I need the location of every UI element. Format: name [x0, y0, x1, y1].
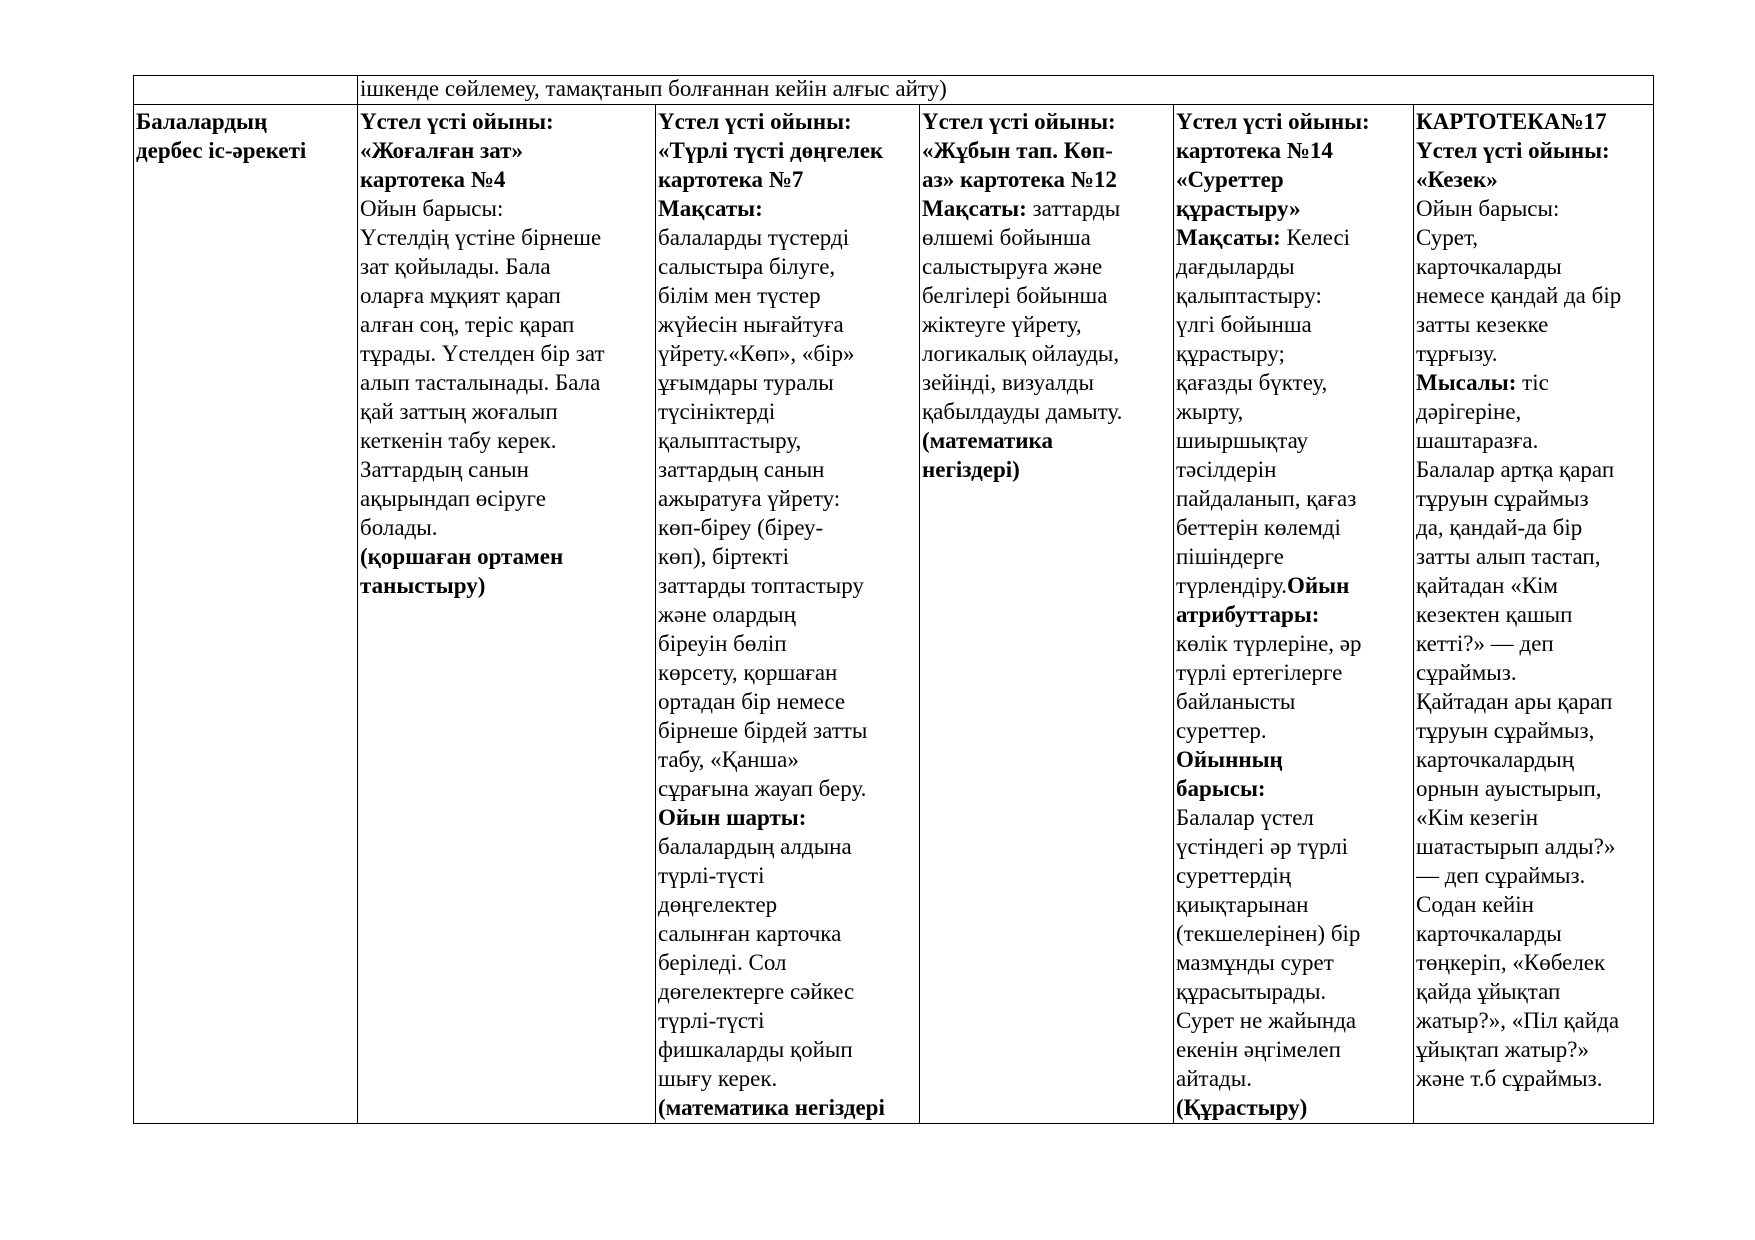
text-line: [1176, 107, 1411, 136]
text-run: кезектен қашып: [1416, 602, 1573, 627]
text-line: «Жоғалған зат»: [360, 138, 523, 163]
text-line: [922, 455, 1171, 484]
bold-text-run: барысы:: [1176, 776, 1266, 801]
text-line: және олардың: [658, 602, 796, 627]
text-line: [1416, 774, 1651, 803]
text-run: зейінді, визуалды: [922, 370, 1094, 395]
activity-label-cell: [134, 105, 358, 1124]
text-run: шиыршықтау: [1176, 428, 1309, 453]
bold-text-run: картотека №14: [1176, 138, 1333, 163]
text-line: Балалардың: [136, 109, 268, 134]
text-line: [1176, 252, 1411, 281]
text-line: [1416, 948, 1651, 977]
text-line: көрсету, қоршаған: [658, 660, 838, 685]
text-line: [1416, 1064, 1651, 1093]
text-run: Сурет,: [1416, 225, 1479, 250]
text-line: Мақсаты:: [658, 196, 763, 221]
text-line: [1176, 339, 1411, 368]
text-line: фишкаларды қойып: [658, 1037, 853, 1062]
bold-text-run: Үстел үсті ойыны:: [1416, 138, 1610, 163]
text-line: картотека №7: [658, 167, 804, 192]
text-run: тіс: [1516, 370, 1549, 395]
text-run: Содан кейін: [1416, 892, 1534, 917]
text-line: балалардың алдына: [658, 834, 852, 859]
text-run: беттерін көлемді: [1176, 515, 1341, 540]
table-row-independent-activity: [134, 105, 1654, 1124]
text-line: біреуін бөліп: [658, 631, 787, 656]
text-line: [1176, 687, 1411, 716]
bold-text-run: КАРТОТЕКА№17: [1416, 109, 1607, 134]
bold-text-run: Үстел үсті ойыны:: [1176, 109, 1370, 134]
text-run: қағазды бүктеу,: [1176, 370, 1328, 395]
text-line: (математика негіздері: [658, 1095, 885, 1120]
text-run: затты кезекке: [1416, 312, 1549, 337]
text-line: [1416, 194, 1651, 223]
bold-text-run: Ойынның: [1176, 747, 1283, 772]
text-line: [1176, 745, 1411, 774]
text-line: ортадан бір немесе: [658, 689, 846, 714]
text-line: табу, «Қанша»: [658, 747, 799, 772]
bold-text-run: Мақсаты:: [1176, 225, 1281, 250]
text-line: алып тасталынады. Бала: [360, 370, 601, 395]
text-line: [1416, 397, 1651, 426]
text-run: дәрігеріне,: [1416, 399, 1522, 424]
text-run: тұруын сұраймыз,: [1416, 718, 1595, 743]
text-line: [1176, 484, 1411, 513]
text-line: [1176, 774, 1411, 803]
text-run: қайда ұйықтап: [1416, 979, 1561, 1004]
text-run: түрлендіру.: [1176, 573, 1287, 598]
text-line: [1416, 571, 1651, 600]
text-run: қабылдауды дамыту.: [922, 399, 1123, 424]
text-line: [1416, 629, 1651, 658]
bold-text-run: «Суреттер: [1176, 167, 1284, 192]
text-line: заттарды топтастыру: [658, 573, 864, 598]
text-line: [1176, 861, 1411, 890]
text-run: мазмұнды сурет: [1176, 950, 1334, 975]
text-line: [1176, 513, 1411, 542]
text-line: түрлі-түсті: [658, 1008, 765, 1033]
text-line: білім мен түстер: [658, 283, 821, 308]
text-line: [1176, 948, 1411, 977]
text-run: түрлі ертегілерге: [1176, 660, 1343, 685]
text-line: [1416, 832, 1651, 861]
text-run: ұйықтап жатыр?»: [1416, 1037, 1589, 1062]
text-run: немесе қандай да бір: [1416, 283, 1622, 308]
text-run: жатыр?», «Піл қайда: [1416, 1008, 1620, 1033]
text-line: (қоршаған ортамен: [360, 544, 564, 569]
text-line: [1416, 252, 1651, 281]
text-line: [922, 397, 1171, 426]
text-run: және т.б сұраймыз.: [1416, 1066, 1603, 1091]
text-line: [1416, 861, 1651, 890]
text-line: [1176, 1006, 1411, 1035]
text-run: — деп сұраймыз.: [1416, 863, 1586, 888]
game-card-4-cell: [358, 105, 656, 1124]
bold-text-run: «Кезек»: [1416, 167, 1498, 192]
text-line: сұрағына жауап беру.: [658, 776, 867, 801]
text-line: түсініктерді: [658, 399, 776, 424]
text-run: заттарды: [1026, 196, 1121, 221]
text-run: карточкалардың: [1416, 747, 1575, 772]
text-line: [1176, 368, 1411, 397]
text-line: беріледі. Сол: [658, 950, 787, 975]
text-run: құрасытырады.: [1176, 979, 1327, 1004]
text-line: [922, 165, 1171, 194]
bold-text-run: Мақсаты:: [922, 196, 1027, 221]
text-line: [1416, 513, 1651, 542]
text-line: [922, 281, 1171, 310]
text-line: [1416, 281, 1651, 310]
text-line: [922, 194, 1171, 223]
text-line: [1416, 455, 1651, 484]
game-card-7-cell: [656, 105, 920, 1124]
text-line: Ойын барысы:: [360, 196, 504, 221]
text-run: (текшелерінен) бір: [1176, 921, 1361, 946]
text-line: болады.: [360, 515, 438, 540]
text-line: Заттардың санын: [360, 457, 529, 482]
text-line: [1416, 890, 1651, 919]
text-line: [1416, 542, 1651, 571]
text-line: «Түрлі түсті дөңгелек: [658, 138, 884, 163]
text-line: [1176, 919, 1411, 948]
text-line: тұрады. Үстелден бір зат: [360, 341, 605, 366]
text-line: [1416, 107, 1651, 136]
text-line: түрлі-түсті: [658, 863, 765, 888]
text-line: үйрету.«Көп», «бір»: [658, 341, 855, 366]
text-line: [1176, 890, 1411, 919]
text-line: [1176, 281, 1411, 310]
text-run: тәсілдерін: [1176, 457, 1277, 482]
text-run: логикалық ойлауды,: [922, 341, 1120, 366]
text-line: [1416, 687, 1651, 716]
text-run: Балалар үстел: [1176, 805, 1314, 830]
text-run: карточкаларды: [1416, 254, 1562, 279]
bold-text-run: Мысалы:: [1416, 370, 1517, 395]
text-run: қалыптастыру:: [1176, 283, 1322, 308]
text-line: [922, 339, 1171, 368]
text-line: [1416, 339, 1651, 368]
bold-text-run: (Құрастыру): [1176, 1095, 1308, 1120]
text-line: бірнеше бірдей затты: [658, 718, 868, 743]
text-line: [1176, 542, 1411, 571]
text-line: [1176, 455, 1411, 484]
text-line: [1176, 629, 1411, 658]
text-line: [1416, 600, 1651, 629]
text-line: [1416, 310, 1651, 339]
text-line: [922, 252, 1171, 281]
text-line: [1176, 658, 1411, 687]
text-line: балаларды түстерді: [658, 225, 850, 250]
bold-text-run: (математика: [922, 428, 1053, 453]
text-run: өлшемі бойынша: [922, 225, 1091, 250]
text-line: заттардың санын: [658, 457, 825, 482]
text-run: тұрғызу.: [1416, 341, 1498, 366]
text-run: Ойын барысы:: [1416, 196, 1560, 221]
text-run: Балалар артқа қарап: [1416, 457, 1615, 482]
text-run: шаштаразға.: [1416, 428, 1539, 453]
text-line: [1176, 136, 1411, 165]
text-run: салыстыруға және: [922, 254, 1103, 279]
text-line: [1416, 484, 1651, 513]
text-run: суреттер.: [1176, 718, 1267, 743]
text-line: көп), біртекті: [658, 544, 790, 569]
text-run: құрастыру;: [1176, 341, 1285, 366]
text-line: кеткенін табу керек.: [360, 428, 557, 453]
text-line: [1176, 832, 1411, 861]
text-line: қалыптастыру,: [658, 428, 802, 453]
text-run: Келесі: [1280, 225, 1351, 250]
text-line: Үстел үсті ойыны:: [658, 109, 852, 134]
text-line: [1176, 1093, 1411, 1122]
text-line: [1416, 803, 1651, 832]
text-line: Ойын шарты:: [658, 805, 807, 830]
text-run: көлік түрлеріне, әр: [1176, 631, 1362, 656]
text-line: [1176, 165, 1411, 194]
text-line: Үстел үсті ойыны:: [360, 109, 554, 134]
text-run: қайтадан «Кім: [1416, 573, 1558, 598]
text-line: [1416, 136, 1651, 165]
game-card-12-cell: [920, 105, 1174, 1124]
text-line: [1416, 165, 1651, 194]
text-line: Үстелдің үстіне бірнеше: [360, 225, 602, 250]
text-line: [1416, 977, 1651, 1006]
text-run: пішіндерге: [1176, 544, 1284, 569]
text-run: сұраймыз.: [1416, 660, 1517, 685]
text-line: [1176, 310, 1411, 339]
text-run: кетті?» — деп: [1416, 631, 1554, 656]
text-line: дербес іс-әрекеті: [136, 138, 307, 163]
text-run: жырту,: [1176, 399, 1244, 424]
text-line: [1176, 803, 1411, 832]
text-run: «Кім кезегін: [1416, 805, 1539, 830]
text-run: айтады.: [1176, 1066, 1252, 1091]
text-line: салынған карточка: [658, 921, 842, 946]
table-row-continuation: [134, 76, 1654, 105]
text-run: белгілері бойынша: [922, 283, 1108, 308]
row1-label-cell: [134, 76, 358, 105]
text-line: ақырындап өсіруге: [360, 486, 546, 511]
bold-text-run: құрастыру»: [1176, 196, 1301, 221]
text-run: қиықтарынан: [1176, 892, 1309, 917]
text-line: дөңгелектер: [658, 892, 778, 917]
text-line: [1176, 223, 1411, 252]
text-run: дағдыларды: [1176, 254, 1295, 279]
text-run: карточкаларды: [1416, 921, 1562, 946]
text-line: [922, 310, 1171, 339]
text-line: көп-біреу (біреу-: [658, 515, 824, 540]
bold-text-run: атрибуттары:: [1176, 602, 1320, 627]
text-run: үлгі бойынша: [1176, 312, 1312, 337]
text-line: шығу керек.: [658, 1066, 778, 1091]
text-line: [922, 368, 1171, 397]
text-run: екенін әңгімелеп: [1176, 1037, 1341, 1062]
game-card-17-cell: [1414, 105, 1654, 1124]
text-line: [1416, 426, 1651, 455]
bold-text-run: аз» картотека №12: [922, 167, 1117, 192]
text-line: [1176, 977, 1411, 1006]
text-line: ұғымдары туралы: [658, 370, 834, 395]
text-line: [922, 426, 1171, 455]
text-line: [1176, 194, 1411, 223]
text-line: жүйесін нығайтуға: [658, 312, 844, 337]
text-line: [922, 107, 1171, 136]
text-run: Сурет не жайында: [1176, 1008, 1357, 1033]
text-run: байланысты: [1176, 689, 1296, 714]
text-run: пайдаланып, қағаз: [1176, 486, 1357, 511]
text-run: үстіндегі әр түрлі: [1176, 834, 1349, 859]
bold-text-run: негіздері): [922, 457, 1020, 482]
text-line: [922, 223, 1171, 252]
text-run: төңкеріп, «Көбелек: [1416, 950, 1606, 975]
text-line: зат қойылады. Бала: [360, 254, 551, 279]
text-line: картотека №4: [360, 167, 506, 192]
text-run: Қайтадан ары қарап: [1416, 689, 1613, 714]
text-line: [1416, 919, 1651, 948]
text-line: [1416, 1006, 1651, 1035]
text-line: ажыратуға үйрету:: [658, 486, 841, 511]
text-line: [1176, 600, 1411, 629]
text-run: жіктеуге үйрету,: [922, 312, 1082, 337]
bold-text-run: Ойын: [1286, 573, 1350, 598]
text-line: таныстыру): [360, 573, 486, 598]
text-line: [1416, 658, 1651, 687]
text-run: тұруын сұраймыз: [1416, 486, 1589, 511]
text-line: [1416, 745, 1651, 774]
text-line: [1176, 397, 1411, 426]
text-line: [1176, 1035, 1411, 1064]
text-line: дөгелектерге сәйкес: [658, 979, 855, 1004]
text-run: да, қандай-да бір: [1416, 515, 1583, 540]
text-line: [1176, 426, 1411, 455]
text-line: [1416, 1035, 1651, 1064]
row1-text-cell: [358, 76, 1654, 105]
text-run: затты алып тастап,: [1416, 544, 1601, 569]
text-run: суреттердің: [1176, 863, 1292, 888]
text-line: [1176, 716, 1411, 745]
row1-text: ішкенде сөйлемеу, тамақтанып болғаннан кейін алғыс айту): [360, 76, 947, 101]
game-card-14-cell: [1174, 105, 1414, 1124]
text-line: [1416, 368, 1651, 397]
text-line: оларға мұқият қарап: [360, 283, 561, 308]
bold-text-run: «Жұбын тап. Көп-: [922, 138, 1113, 163]
bold-text-run: Үстел үсті ойыны:: [922, 109, 1116, 134]
text-line: алған соң, теріс қарап: [360, 312, 575, 337]
lesson-plan-table: [133, 75, 1654, 1124]
text-run: орнын ауыстырып,: [1416, 776, 1602, 801]
text-line: [1176, 1064, 1411, 1093]
text-line: [922, 136, 1171, 165]
text-line: [1416, 223, 1651, 252]
text-run: шатастырып алды?»: [1416, 834, 1616, 859]
text-line: салыстыра білуге,: [658, 254, 836, 279]
text-line: [1416, 716, 1651, 745]
text-line: қай заттың жоғалып: [360, 399, 558, 424]
text-line: [1176, 571, 1411, 600]
